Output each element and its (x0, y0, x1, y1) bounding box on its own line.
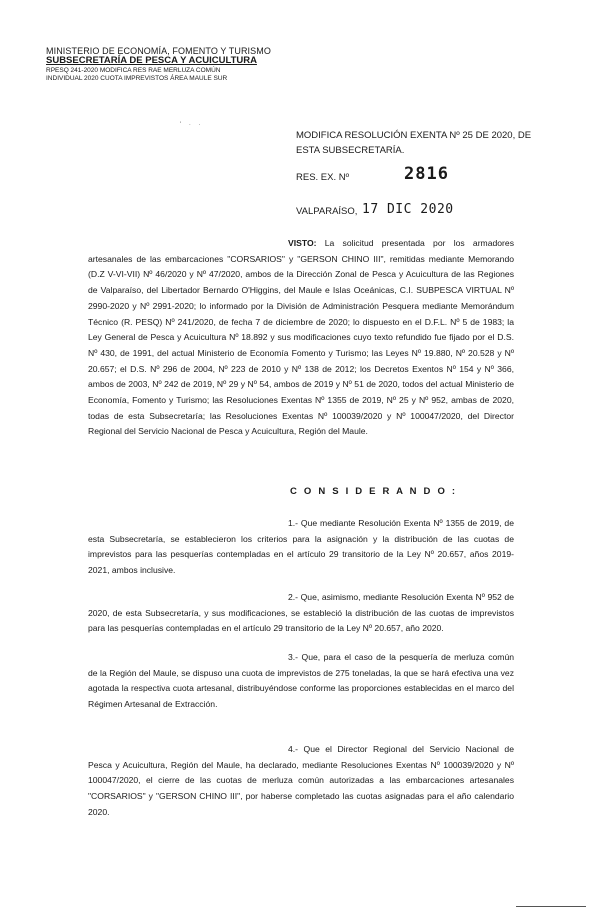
letterhead (46, 46, 306, 82)
resolution-subject: MODIFICA RESOLUCIÓN EXENTA Nº 25 DE 2020, DE ESTA SUBSECRETARÍA. (296, 130, 532, 157)
considerando-4: 4.- Que el Director Regional del Servicio Nacional de Pesca y Acuicultura, Región del Maule, ha declarado, mediante Resoluciones Exentas Nº 100039/2020 y Nº 100047/2020, el cierre de las cuotas de merluza común autorizadas a las embarcaciones artesanales "CORSARIOS" y "GERSON CHINO III", por haberse completado las cuotas asignadas para el año calendario 2020. (88, 744, 514, 817)
ministry-name: MINISTERIO DE ECONOMÍA, FOMENTO Y TURISMO (46, 46, 271, 56)
resolution-number: 2816 (404, 164, 449, 184)
resolution-label: RES. EX. Nº (296, 172, 350, 183)
considerando-1: 1.- Que mediante Resolución Exenta Nº 1355 de 2019, de esta Subsecretaría, se establecieron los criterios para la asignación y la distribución de las cuotas de imprevistos para las pesquerías contempladas en el artículo 29 transitorio de la Ley Nº 20.657, años 2019-2021, ambos inclusive. (88, 518, 514, 576)
reference-line-2: INDIVIDUAL 2020 CUOTA IMPREVISTOS ÁREA MAULE SUR (46, 74, 228, 82)
scan-specks: ' · · (180, 122, 204, 128)
place-label: VALPARAÍSO, (296, 206, 358, 217)
visto-text: La solicitud presentada por los armadores artesanales de las embarcaciones "CORSARIOS" y "GERSON CHINO III", remitidas mediante Memorando (D.Z V-VI-VII) Nº 46/2020 y Nº 47/2020, ambos de la Dirección Zonal de Pesca y Acuicultura de las Regiones de Valparaíso, del Libertador Bernardo O'Higgins, del Maule e Islas Oceánicas, C.I. SUBPESCA VIRTUAL Nº 2990-2020 y Nº 2991-2020; lo informado por la División de Administración Pesquera mediante Memorándum Técnico (R. PESQ) Nº 241/2020, de fecha 7 de diciembre de 2020; lo dispuesto en el D.F.L. Nº 5 de 1983; la Ley General de Pesca y Acuicultura Nº 18.892 y sus modificaciones cuyo texto refundido fue fijado por el D.S. Nº 430, de 1991, del actual Ministerio de Economía Fomento y Turismo; las Leyes Nº 19.880, Nº 20.528 y Nº 20.657; el D.S. Nº 296 de 2004, Nº 223 de 2010 y Nº 138 de 2012; los Decretos Exentos Nº 154 y Nº 366, ambos de 2003, Nº 242 de 2019, Nº 29 y Nº 54, ambos de 2019 y Nº 51 de 2020, todos del actual Ministerio de Economía, Fomento y Turismo; las Resoluciones Exentas Nº 1355 de 2019, Nº 25 y Nº 952, ambas de 2020, todas de esta Subsecretaría; las Resoluciones Exentas Nº 100039/2020 y Nº 100047/2020, del Director Regional del Servicio Nacional de Pesca y Acuicultura, Región del Maule. (88, 238, 514, 437)
considerando-heading: C O N S I D E R A N D O : (290, 486, 458, 497)
subsecretaria-name: SUBSECRETARÍA DE PESCA Y ACUICULTURA (46, 55, 257, 67)
visto-lead: VISTO: (288, 238, 317, 248)
footer-rule (516, 906, 586, 907)
considerando-2: 2.- Que, asimismo, mediante Resolución Exenta Nº 952 de 2020, de esta Subsecretaría, y sus modificaciones, se estableció la distribución de las cuotas de imprevistos para las pesquerías contempladas en el artículo 29 transitorio de la Ley Nº 20.657, año 2020. (88, 592, 514, 634)
reference-line-1: RPESQ 241-2020 MODIFICA RES RAE MERLUZA COMÚN (46, 67, 221, 75)
resolution-date: 17 DIC 2020 (362, 202, 454, 217)
considerando-3: 3.- Que, para el caso de la pesquería de merluza común de la Región del Maule, se dispuso una cuota de imprevistos de 275 toneladas, la que se hará efectiva una vez agotada la respectiva cuota artesanal, distribuyéndose conforme las proporciones establecidas en el marco del Régimen Artesanal de Extracción. (88, 652, 514, 710)
visto-paragraph (88, 236, 514, 440)
